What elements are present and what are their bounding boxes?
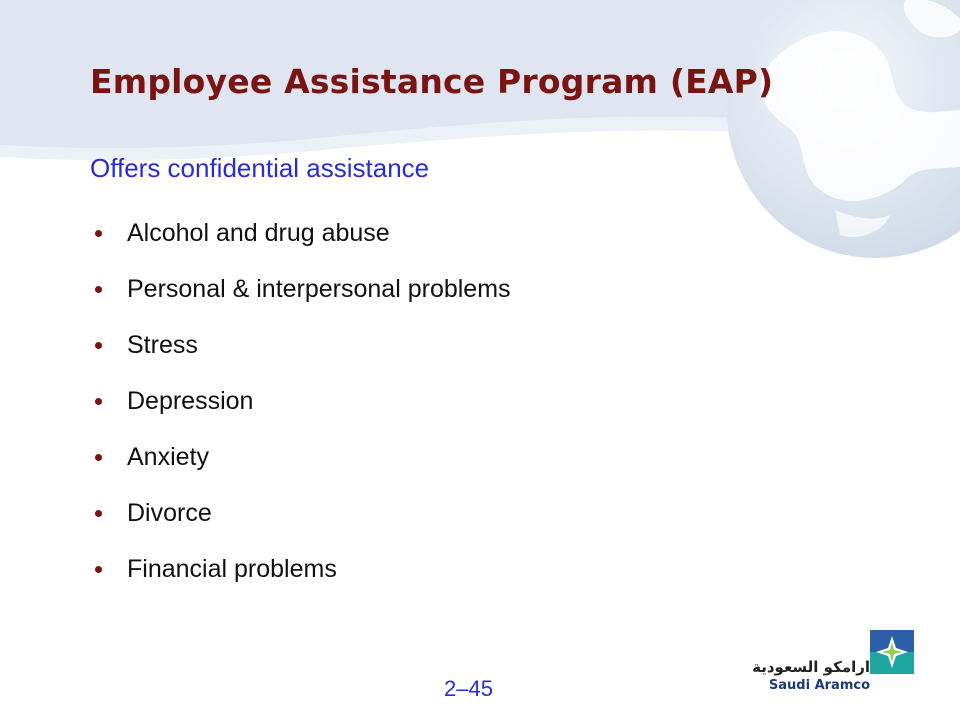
bullet-text: Alcohol and drug abuse	[127, 218, 390, 247]
logo-arabic-text: ارامكو السعودية	[752, 658, 870, 676]
bullet-text: Depression	[127, 386, 254, 415]
bullet-dot-icon	[95, 230, 102, 237]
bullet-item	[90, 205, 511, 261]
slide-subtitle: Offers confidential assistance	[90, 153, 430, 183]
bullet-list	[90, 205, 511, 597]
bullet-text: Stress	[127, 330, 198, 359]
bullet-item	[90, 317, 511, 373]
bullet-dot-icon	[95, 342, 102, 349]
bullet-text: Divorce	[127, 498, 212, 527]
globe-icon	[725, 0, 960, 260]
bullet-text: Financial problems	[127, 554, 337, 583]
bullet-item	[90, 541, 511, 597]
saudi-aramco-logo	[752, 628, 916, 698]
saudi-aramco-logo-icon	[870, 630, 914, 674]
bullet-text: Anxiety	[127, 442, 209, 471]
bullet-item	[90, 429, 511, 485]
bullet-item	[90, 485, 511, 541]
bullet-dot-icon	[95, 566, 102, 573]
bullet-item	[90, 261, 511, 317]
bullet-dot-icon	[95, 286, 102, 293]
bullet-dot-icon	[95, 398, 102, 405]
bullet-dot-icon	[95, 454, 102, 461]
bullet-text: Personal & interpersonal problems	[127, 274, 511, 303]
page-number: 2–45	[444, 676, 493, 701]
bullet-dot-icon	[95, 510, 102, 517]
slide-title: Employee Assistance Program (EAP)	[90, 62, 774, 101]
bullet-item	[90, 373, 511, 429]
logo-latin-text: Saudi Aramco	[768, 678, 870, 693]
